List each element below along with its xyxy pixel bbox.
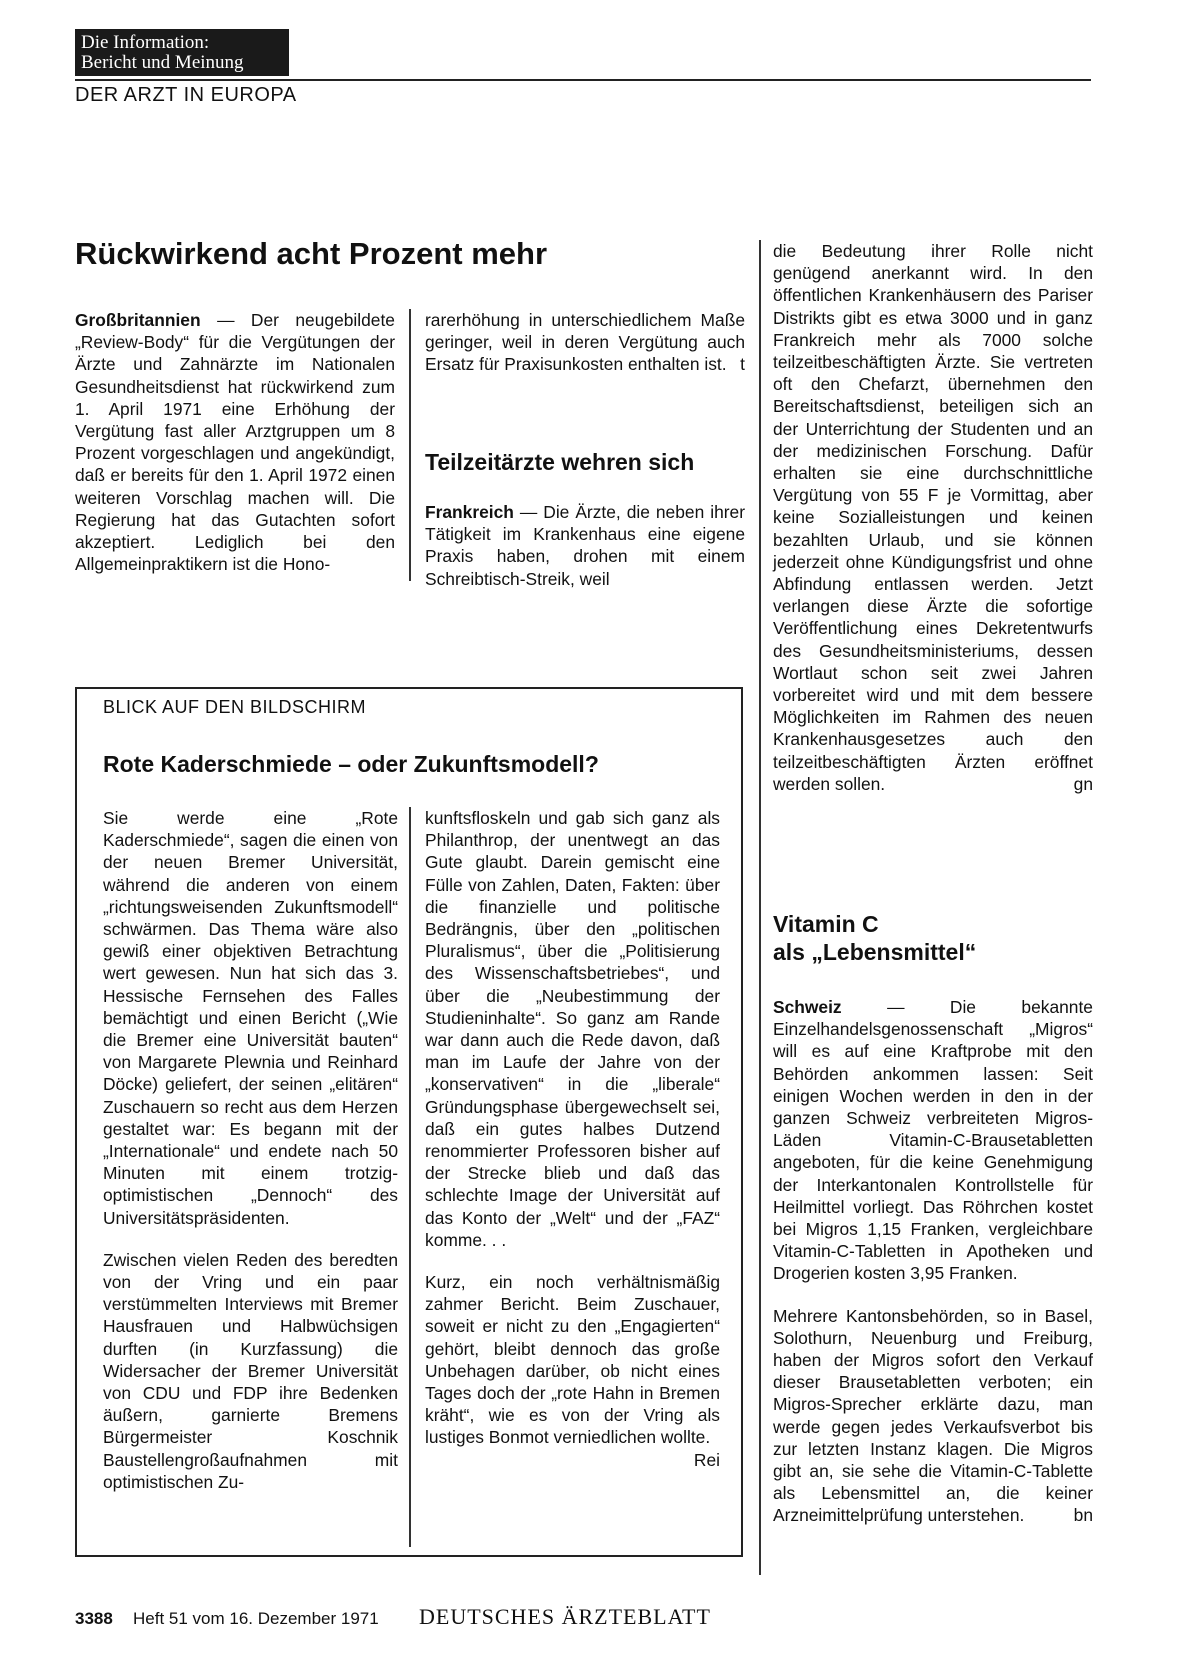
article2-column2	[773, 240, 1093, 795]
article2-country: Frankreich	[425, 502, 514, 522]
box-kicker: BLICK AUF DEN BILDSCHIRM	[103, 697, 367, 717]
article3-col1-paragraph2: Zwischen vielen Reden des beredten von der Vring und ein paar verstümmelten Interviews mit Bremer Hausfrauen und Halbwüchsigen durften (in Kurzfassung) die Widersacher der Bremer Universität von CDU und FDP ihre Bedenken äußern, garnierte Bremens Bürgermeister Koschnik Baustellengroßaufnahmen mit optimistischen Zu-	[103, 1249, 398, 1492]
section-label	[75, 29, 289, 76]
article3-col2-paragraph1: kunftsfloskeln und gab sich ganz als Philanthrop, der unentwegt an das Gute glaubt. Darein gemischt eine Fülle von Zahlen, Daten, Fakten: über die finanzielle und politische Bedrängnis, über den „politischen Pluralismus“, über die „Politisierung des Wissenschaftsbetriebes“, und über die „Neubestimmung der Studieninhalte“. So ganz am Rande war dann auch die Rede davon, daß man im Laufe der Jahre von der „konservativen“ in die „liberale“ Gründungsphase übergewechselt sei, daß ein gutes halbes Dutzend renommierter Professoren bisher auf der Strecke blieb und daß das schlechte Image der Universität auf das Konto der „Welt“ und der „FAZ“ komme. . .	[425, 808, 720, 1250]
article3-column2	[425, 807, 720, 1471]
section-label-line1: Die Information:	[81, 32, 210, 53]
article4-paragraph2: Mehrere Kantonsbehörden, so in Basel, Solothurn, Neuenburg und Freiburg, haben der Migros sofort den Verkauf dieser Brausetabletten verboten; ein Migros-Sprecher erklärte dazu, man werde gegen jedes Verkaufsverbot bis zur letzten Instanz klagen. Die Migros gibt an, sie sehe die Vitamin-C-Tablette als Lebensmittel an, die keiner Arzneimittelprüfung unterstehen.	[773, 1305, 1093, 1526]
article4-signature: bn	[1073, 1505, 1093, 1526]
article2-text-part1: — Die Ärzte, die neben ihrer Tätigkeit im Krankenhaus eine eigene Praxis haben, drohen mit einem Schreibtisch-Streik, weil	[425, 502, 745, 589]
magazine-title: DEUTSCHES ÄRZTEBLATT	[419, 1604, 711, 1629]
article2-text-part2: die Bedeutung ihrer Rolle nicht genügend anerkannt wird. In den öffentlichen Krankenhäusern des Pariser Distrikts gibt es etwa 3000 und in ganz Frankreich mehr als 7000 solche teilzeitbeschäftigten Ärzte. Sie vertreten oft den Chefarzt, übernehmen den Bereitschaftsdienst, beteiligen sich an der Unterrichtung der Studenten und an der medizinischen Forschung. Dafür erhalten sie eine durchschnittliche Vergütung von 55 F je Vormittag, aber keine Sozialleistungen und keinen bezahlten Urlaub, und sie können jederzeit ohne Kündigungsfrist und ohne Abfindung entlassen werden. Jetzt verlangen diese Ärzte die sofortige Veröffentlichung eines Dekretentwurfs des Gesundheitsministeriums, dessen Wortlaut schon seit zwei Jahren vorbereitet wird und mit dem bessere Möglichkeiten im Rahmen des neuen Krankenhausgesetzes auch den teilzeitbeschäftigten Ärzten eröffnet werden sollen.	[773, 241, 1093, 794]
article1-signature: t	[740, 354, 745, 375]
column-divider	[409, 807, 411, 1547]
article3-col1-paragraph1: Sie werde eine „Rote Kaderschmiede“, sagen die einen von der neuen Bremer Universität, während die anderen von einem „richtungsweisenden Zukunftsmodell“ schwärmen. Das Thema wäre also gewiß einer objektiven Betrachtung wert gewesen. Nun hat sich das 3. Hessische Fernsehen des Falles bemächtigt und einen Bericht („Wie die Bremer eine Universität bauten“ von Margarete Plewnia und Reinhard Döcke) geliefert, der seinen „elitären“ Zuschauern so recht aus dem Herzen gestaltet war: Es begann mit der „Internationale“ und endete nach 50 Minuten mit einem trotzig-optimistischen „Dennoch“ des Universitätspräsidenten.	[103, 808, 398, 1228]
section-label-line2: Bericht und Meinung	[81, 52, 244, 73]
article2-signature: gn	[1073, 773, 1093, 794]
article3-signature: Rei	[693, 1449, 720, 1470]
article1-column1	[75, 309, 395, 575]
article-title-teilzeitaerzte: Teilzeitärzte wehren sich	[425, 449, 695, 475]
department-heading: DER ARZT IN EUROPA	[75, 84, 297, 106]
article-title-rueckwirkend: Rückwirkend acht Prozent mehr	[75, 236, 548, 271]
article4-column	[773, 996, 1093, 1527]
issue-info: Heft 51 vom 16. Dezember 1971	[133, 1609, 379, 1628]
article3-column1	[103, 807, 398, 1493]
article2-column1	[425, 501, 745, 590]
article4-title-line1: Vitamin C	[773, 911, 879, 937]
header-rule	[75, 79, 1091, 81]
article1-column2	[425, 309, 745, 376]
article1-text-part2: rarerhöhung in unterschiedlichem Maße geringer, weil in deren Vergütung auch Ersatz für Praxisunkosten enthalten ist.	[425, 310, 745, 375]
column-divider	[409, 309, 411, 581]
article-title-vitamin-c	[773, 910, 976, 966]
article-title-rote-kaderschmiede: Rote Kaderschmiede – oder Zukunftsmodell?	[103, 751, 599, 777]
article4-country: Schweiz	[773, 997, 842, 1017]
article4-title-line2: als „Lebensmittel“	[773, 939, 977, 965]
column-divider	[759, 240, 761, 1575]
article3-col2-paragraph2: Kurz, ein noch verhältnismäßig zahmer Bericht. Beim Zuschauer, soweit er nicht zu den „Engagierten“ gehört, bleibt dennoch das große Unbehagen darüber, ob nicht eines Tages doch der „rote Hahn in Bremen kräht“, wie es von der Vring als lustiges Bonmot verniedlichen wollte.	[425, 1272, 720, 1448]
article1-text-part1: — Der neugebildete „Review-Body“ für die Vergütungen der Ärzte und Zahnärzte im Nationalen Gesundheitsdienst hat rückwirkend zum 1. April 1971 eine Erhöhung der Vergütung fast aller Arztgruppen um 8 Prozent vorgeschlagen und angekündigt, daß er bereits für den 1. April 1972 einen weiteren Vorschlag machen will. Die Regierung hat das Gutachten sofort akzeptiert. Lediglich bei den Allgemeinpraktikern ist die Hono-	[75, 310, 395, 575]
page-number: 3388	[75, 1609, 113, 1628]
article4-paragraph1: — Die bekannte Einzelhandelsgenossenschaft „Migros“ will es auf eine Kraftprobe mit den Behörden ankommen lassen: Seit einigen Wochen werden in den in der ganzen Schweiz verbreiteten Migros-Läden Vitamin-C-Brausetabletten angeboten, für die keine Genehmigung der Interkantonalen Kontrollstelle für Heilmittel vorliegt. Das Röhrchen kostet bei Migros 1,15 Franken, vergleichbare Vitamin-C-Tabletten in Apotheken und Drogerien kosten 3,95 Franken.	[773, 997, 1093, 1284]
article1-country: Großbritannien	[75, 310, 201, 330]
